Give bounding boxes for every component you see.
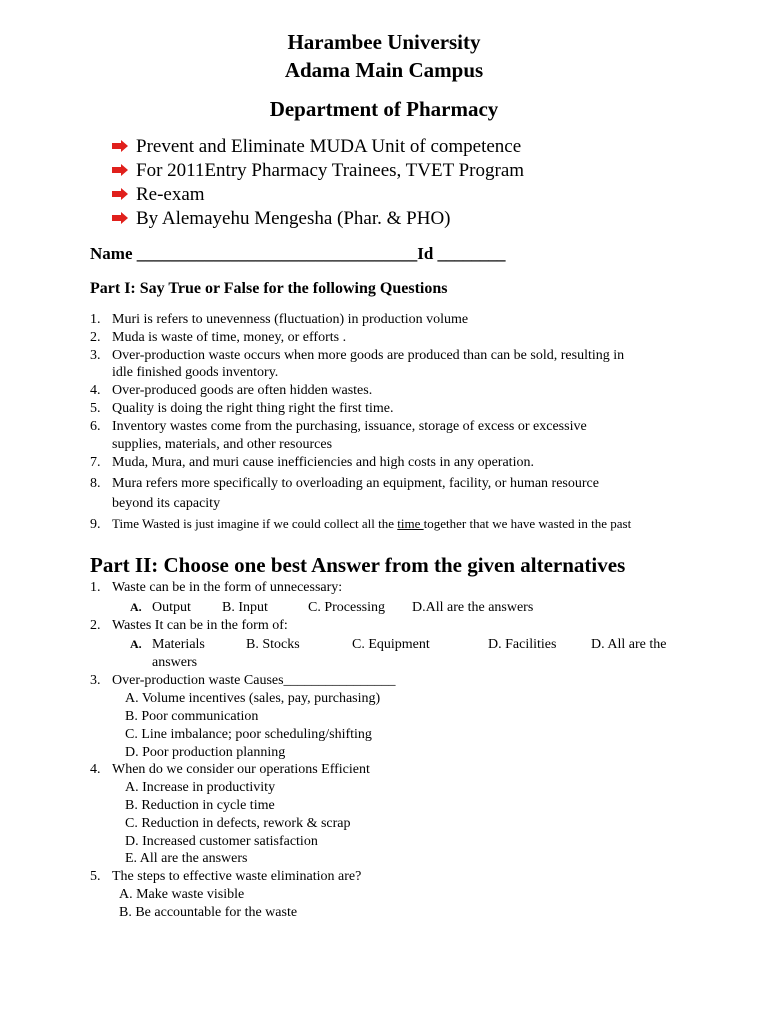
part1-title: Part I: Say True or False for the following Questions [90, 280, 448, 297]
list-item-continued: beyond its capacity [112, 496, 221, 511]
list-item-continued: supplies, materials, and other resources [112, 437, 333, 452]
red-arrow-icon [112, 164, 128, 176]
option-item: A. Volume incentives (sales, pay, purchasing) [125, 691, 381, 706]
option-row: A. Output B. Input C. Processing D.All are the answers [130, 600, 534, 615]
option-item: A. Make waste visible [119, 887, 245, 902]
list-item: 1. Muri is refers to unevenness (fluctuation) in production volume [90, 312, 469, 327]
option-item: D. Increased customer satisfaction [125, 834, 318, 849]
underlined-word: time [397, 516, 424, 531]
option-item: A. Increase in productivity [125, 780, 276, 795]
list-item: 5. The steps to effective waste elimination are? [90, 869, 362, 884]
list-item: 6. Inventory wastes come from the purchasing, issuance, storage of excess or excessive [90, 419, 587, 434]
list-item: 3. Over-production waste Causes________________ [90, 673, 396, 688]
list-item: 2. Muda is waste of time, money, or efforts . [90, 330, 347, 345]
list-item: 4. When do we consider our operations Efficient [90, 762, 370, 777]
red-arrow-icon [112, 188, 128, 200]
list-item: 3. Over-production waste occurs when more goods are produced than can be sold, resulting in [90, 348, 625, 363]
bullet-item [112, 160, 524, 182]
department-title: Department of Pharmacy [269, 97, 499, 121]
campus-title: Adama Main Campus [284, 58, 484, 82]
red-arrow-icon [112, 212, 128, 224]
name-id-line: Name _________________________________Id ________ [90, 244, 506, 263]
option-item: B. Poor communication [125, 709, 259, 724]
list-item: 5. Quality is doing the right thing right the first time. [90, 401, 394, 416]
list-item: 4. Over-produced goods are often hidden wastes. [90, 383, 373, 398]
option-continued: answers [152, 655, 198, 670]
option-item: B. Reduction in cycle time [125, 798, 275, 813]
bullet-item [112, 184, 205, 206]
option-item: D. Poor production planning [125, 745, 286, 760]
option-item: B. Be accountable for the waste [119, 905, 298, 920]
bullet-text: By Alemayehu Mengesha (Phar. & PHO) [136, 208, 451, 229]
list-item-continued: idle finished goods inventory. [112, 365, 279, 380]
option-item: C. Reduction in defects, rework & scrap [125, 816, 351, 831]
red-arrow-icon [112, 140, 128, 152]
option-row: A. Materials B. Stocks C. Equipment D. Facilities D. All are the [130, 637, 667, 652]
bullet-text: Prevent and Eliminate MUDA Unit of competence [136, 136, 522, 157]
part2-title: Part II: Choose one best Answer from the given alternatives [90, 553, 626, 577]
list-item: 8. Mura refers more specifically to overloading an equipment, facility, or human resource [90, 476, 599, 491]
list-item: 2. Wastes It can be in the form of: [90, 618, 288, 633]
bullet-item [112, 136, 521, 158]
bullet-item [112, 208, 451, 230]
option-item: E. All are the answers [125, 851, 248, 866]
university-title: Harambee University [287, 30, 481, 54]
option-item: C. Line imbalance; poor scheduling/shifting [125, 727, 372, 742]
bullet-text: For 2011Entry Pharmacy Trainees, TVET Program [136, 160, 525, 181]
list-item: 9. Time Wasted is just imagine if we could collect all the time together that we have wasted in the past [90, 516, 632, 532]
list-item: 7. Muda, Mura, and muri cause inefficiencies and high costs in any operation. [90, 455, 534, 470]
list-item: 1. Waste can be in the form of unnecessary: [90, 580, 343, 595]
bullet-text: Re-exam [136, 184, 205, 205]
